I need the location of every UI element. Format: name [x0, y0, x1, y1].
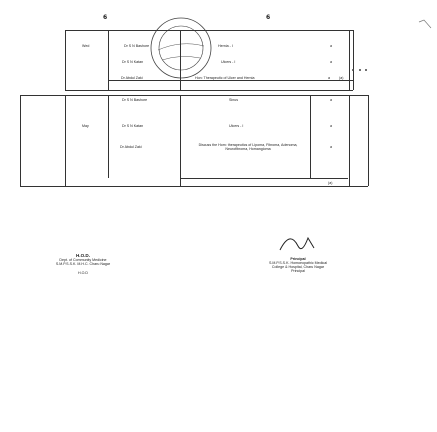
- seal-icon: [136, 10, 226, 100]
- mark-label: a: [330, 44, 332, 48]
- session-label: Dr Abdul Zaki: [120, 145, 142, 149]
- day-label: Wed: [82, 44, 90, 48]
- right-signature-block: [253, 257, 343, 273]
- session-label: Dr S N Katan: [122, 60, 144, 64]
- signature-title: H.O.D.: [75, 253, 91, 258]
- work-label: Discuss the Hom: therapeutics of Lipoma, Fibroma, Adenoma, Neurofibroma, Homangioma: [198, 143, 298, 152]
- session-label: Dr S N Bashore: [122, 98, 148, 102]
- signature-line: S.M.P.S.S.K. M.H.C. Charu Nagar: [55, 262, 111, 266]
- margin-dots: [350, 67, 368, 92]
- signature-line: S.M.P.S.S.K. Homoeopathic Medical: [268, 261, 328, 265]
- signature-icon: [270, 228, 320, 258]
- corner-mark: [418, 18, 432, 32]
- signature-line: Principal: [291, 269, 305, 273]
- mark-label: a: [328, 76, 330, 80]
- header-col-number: 6: [103, 14, 108, 21]
- left-signature-block: [40, 253, 126, 275]
- mark-label: a: [330, 145, 332, 149]
- extra-mark: (a): [339, 76, 344, 80]
- work-label: Ulcers - I: [221, 60, 236, 64]
- mark-label: a: [330, 98, 332, 102]
- footer-mark: (a): [328, 181, 333, 185]
- work-label: Sinus: [229, 98, 238, 102]
- signature-line: Dept. of Community Medicine: [59, 258, 107, 262]
- work-label: Hernia - I: [218, 44, 233, 48]
- signature-line: H.O.D: [78, 271, 88, 275]
- session-label: Dr S N Bashore: [124, 44, 150, 48]
- session-label: Dr Abdul Zaki: [121, 76, 143, 80]
- signature-title: Principal: [290, 257, 306, 261]
- mark-label: a: [330, 60, 332, 64]
- signature-line: College & Hospital, Charu Nagar: [271, 265, 325, 269]
- day-label: May: [82, 124, 89, 128]
- corner-squiggle-icon: [418, 18, 432, 32]
- mark-label: a: [330, 124, 332, 128]
- header-col-number: 6: [266, 14, 271, 21]
- session-label: Dr S N Katan: [122, 124, 144, 128]
- dots-icon: [350, 67, 368, 87]
- work-label: Hon: Therapeutic of Ulcer and Hernia: [195, 76, 255, 80]
- work-label: Ulcers - I: [229, 124, 244, 128]
